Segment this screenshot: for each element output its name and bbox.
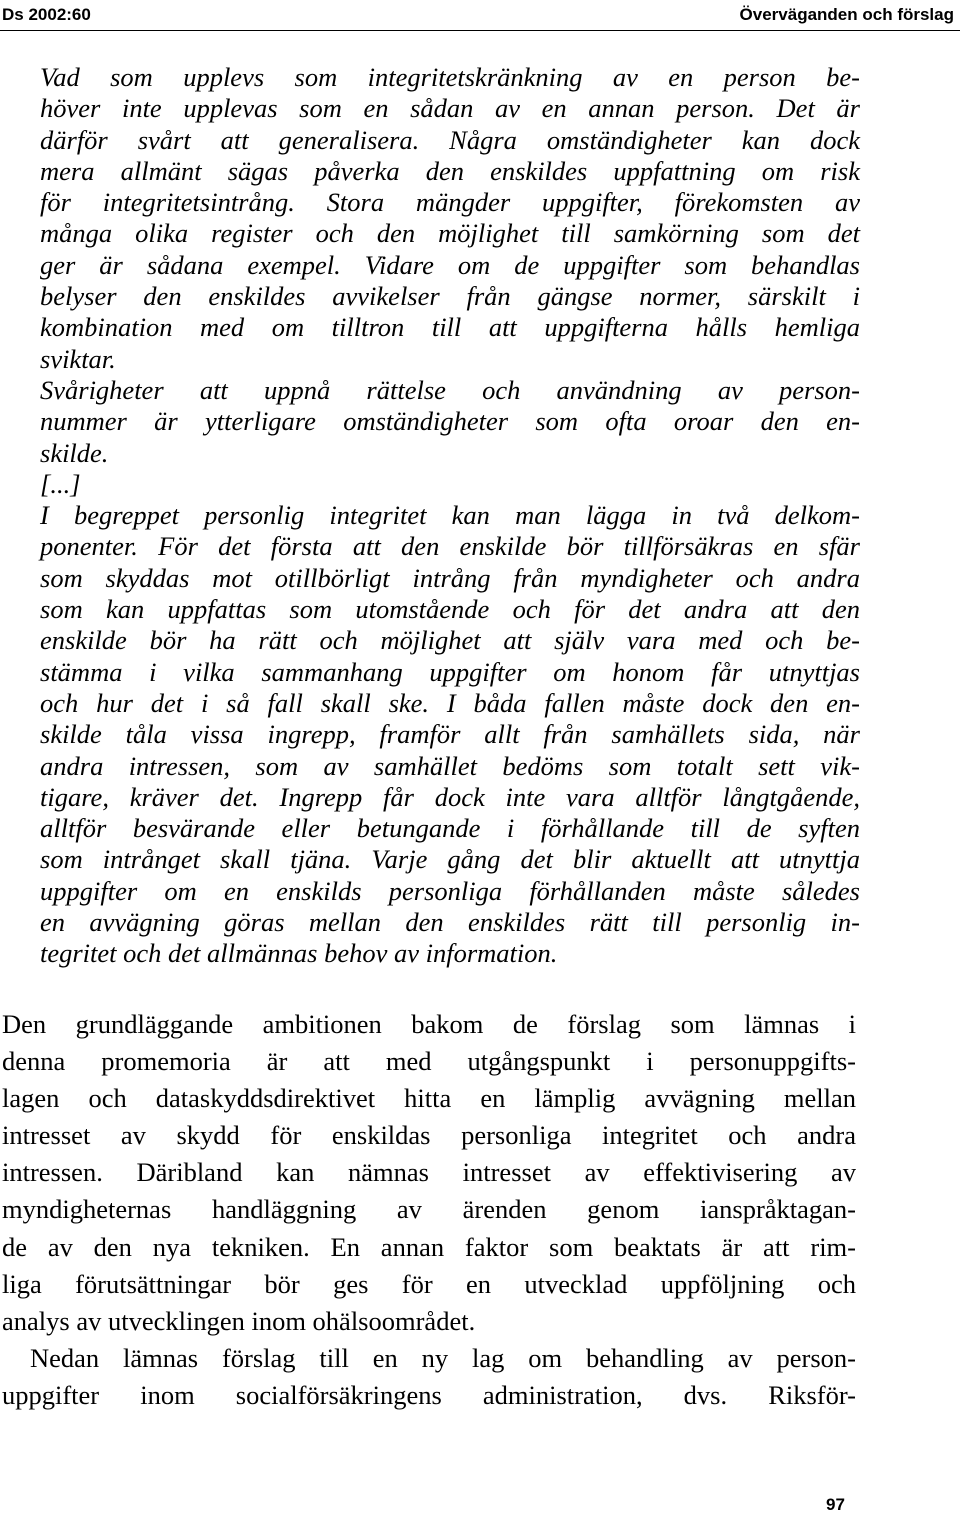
body-line: analys av utvecklingen inom ohälsoområdet. — [2, 1305, 476, 1336]
quote-line: I begreppet personlig integritet kan man lägga in två delkom- — [40, 500, 860, 531]
body-line: liga förutsättningar bör ges för en utvecklad uppföljning och — [2, 1268, 856, 1299]
quote-line: enskilde bör ha rätt och möjlighet att själv vara med och be- — [40, 625, 860, 656]
quote-line: ponenter. För det första att den enskilde bör tillförsäkras en sfär — [40, 531, 860, 562]
header-rule — [0, 30, 960, 31]
body-paragraph — [2, 1340, 856, 1414]
quote-line: som intrånget skall tjäna. Varje gång det blir aktuellt att utnyttja — [40, 844, 860, 875]
quote-line: andra intressen, som av samhället bedöms som totalt sett vik- — [40, 750, 860, 781]
quote-line: Svårigheter att uppnå rättelse och användning av person- — [40, 374, 860, 405]
quote-line: därför svårt att generalisera. Några omständigheter kan dock — [40, 124, 860, 155]
body-line: Den grundläggande ambitionen bakom de förslag som lämnas i — [2, 1009, 856, 1039]
quote-paragraph — [40, 500, 860, 969]
quote-ellipsis — [40, 469, 860, 500]
chapter-title: Överväganden och förslag — [739, 5, 954, 24]
body-paragraph — [2, 1006, 856, 1340]
body-line: lagen och dataskyddsdirektivet hitta en lämplig avvägning mellan — [2, 1083, 856, 1114]
quote-line: uppgifter om en enskilds personliga förhållanden måste således — [40, 875, 860, 906]
body-line: intresset av skydd för enskildas personliga integritet och andra — [2, 1120, 856, 1151]
quote-line: mera allmänt sägas påverka den enskildes uppfattning om risk — [40, 155, 860, 186]
body-line: denna promemoria är att med utgångspunkt i personuppgifts- — [2, 1046, 856, 1077]
quote-line: [...] — [40, 468, 81, 499]
quote-paragraph — [40, 62, 860, 375]
quote-paragraph — [40, 375, 860, 469]
block-quote — [40, 62, 860, 970]
body-line: myndigheternas handläggning av ärenden genom ianspråktagan- — [2, 1194, 856, 1225]
quote-line: stämma i vilka sammanhang uppgifter om honom får utnyttjas — [40, 656, 860, 687]
quote-line: skilde tåla vissa ingrepp, framför allt från samhällets sida, när — [40, 719, 860, 750]
quote-line: sviktar. — [40, 343, 116, 374]
quote-line: en avvägning göras mellan den enskildes rätt till personlig in- — [40, 907, 860, 938]
quote-line: belyser den enskildes avvikelser från gängse normer, särskilt i — [40, 281, 860, 312]
quote-line: som skyddas mot otillbörligt intrång från myndigheter och andra — [40, 562, 860, 593]
quote-line: alltför besvärande eller betungande i förhållande till de syften — [40, 813, 860, 844]
body-line: uppgifter inom socialförsäkringens administration, dvs. Riksför- — [2, 1379, 856, 1410]
quote-line: höver inte upplevas som en sådan av en annan person. Det är — [40, 93, 860, 124]
quote-line: ger är sådana exempel. Vidare om de uppgifter som behandlas — [40, 249, 860, 280]
quote-line: kombination med om tilltron till att uppgifterna hålls hemliga — [40, 312, 860, 343]
body-text — [2, 1006, 856, 1414]
quote-line: Vad som upplevs som integritetskränkning av en person be- — [40, 62, 860, 92]
document-reference: Ds 2002:60 — [2, 5, 91, 24]
quote-line: och hur det i så fall skall ske. I båda fallen måste dock den en- — [40, 687, 860, 718]
body-line: Nedan lämnas förslag till en ny lag om behandling av person- — [30, 1342, 856, 1373]
quote-line: skilde. — [40, 437, 109, 468]
quote-line: många olika register och den möjlighet till samkörning som det — [40, 218, 860, 249]
quote-line: tigare, kräver det. Ingrepp får dock inte vara alltför långtgående, — [40, 781, 860, 812]
body-line: intressen. Däribland kan nämnas intresset av effektivisering av — [2, 1157, 856, 1188]
quote-line: nummer är ytterligare omständigheter som ofta oroar den en- — [40, 406, 860, 437]
quote-line: som kan uppfattas som utomstående och för det andra att den — [40, 594, 860, 625]
quote-line: tegritet och det allmännas behov av information. — [40, 938, 558, 969]
quote-line: för integritetsintrång. Stora mängder uppgifter, förekomsten av — [40, 187, 860, 218]
body-line: de av den nya tekniken. En annan faktor som beaktats är att rim- — [2, 1231, 856, 1262]
page-number: 97 — [826, 1495, 845, 1514]
running-head — [0, 5, 958, 27]
